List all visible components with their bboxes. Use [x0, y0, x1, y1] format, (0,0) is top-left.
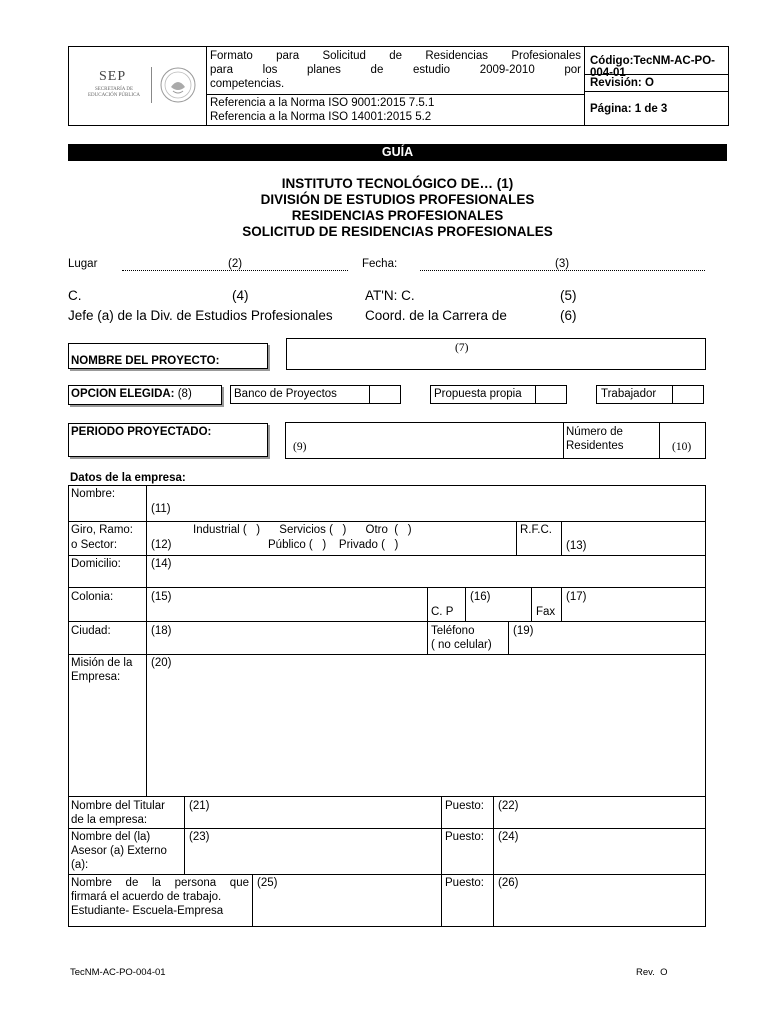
nombre-label: Nombre:: [71, 488, 116, 500]
division-title: DIVISIÓN DE ESTUDIOS PROFESIONALES: [260, 192, 535, 207]
asesor-puesto-label: Puesto:: [445, 831, 484, 843]
giro-options-line2[interactable]: Público ( ) Privado ( ): [268, 539, 399, 551]
addressee-c: C.: [68, 288, 82, 303]
mision-label-2: Empresa:: [71, 671, 121, 683]
option-banco-checkbox[interactable]: [369, 385, 401, 404]
row-line: [68, 654, 706, 655]
opcion-label: OPCION ELEGIDA:: [71, 388, 175, 400]
footer-code: TecNM-AC-PO-004-01: [70, 967, 166, 978]
header-table: [68, 46, 729, 126]
row-line: [68, 555, 706, 556]
jefe-label: Jefe (a) de la Div. de Estudios Profesionales: [68, 308, 333, 323]
colonia-value[interactable]: (15): [151, 591, 172, 603]
telefono-label-1: Teléfono: [431, 625, 475, 637]
col-line: [427, 621, 428, 654]
format-title-line-2: para los planes de estudio 2009-2010 por: [210, 64, 581, 76]
giro-options-line1[interactable]: Industrial ( ) Servicios ( ) Otro ( ): [193, 524, 412, 536]
format-title-cell: [207, 47, 585, 95]
option-propia-label: Propuesta propia: [430, 385, 536, 404]
solicitud-title: SOLICITUD DE RESIDENCIAS PROFESIONALES: [242, 224, 553, 239]
option-propia-checkbox[interactable]: [535, 385, 567, 404]
row-line: [68, 828, 706, 829]
periodo-value: (9): [293, 441, 307, 453]
col-line: [493, 796, 494, 927]
col-line: [184, 796, 185, 874]
periodo-label-box: PERIODO PROYECTADO:: [68, 423, 268, 457]
col-line: [561, 521, 562, 555]
col-line: [146, 485, 147, 796]
residentes-label-line2: Residentes: [566, 440, 624, 452]
titular-value[interactable]: (21): [189, 800, 210, 812]
asesor-puesto-value[interactable]: (24): [498, 831, 519, 843]
norm-reference-14001: Referencia a la Norma ISO 14001:2015 5.2: [210, 111, 432, 123]
option-trabajador-label: Trabajador: [596, 385, 673, 404]
giro-label-1: Giro, Ramo:: [71, 524, 133, 536]
lugar-field-value: (2): [228, 258, 243, 270]
codigo-cell: Código:TecNM-AC-PO-004-01: [585, 47, 728, 75]
empresa-title: Datos de la empresa:: [70, 472, 186, 484]
fax-label: Fax: [536, 606, 556, 618]
sep-logo: SEP: [99, 69, 127, 84]
firma-value[interactable]: (25): [257, 877, 278, 889]
institute-title: INSTITUTO TECNOLÓGICO DE… (1): [281, 176, 514, 191]
mexican-seal-icon: [159, 65, 197, 105]
logo-divider: [151, 67, 152, 103]
option-banco-label: Banco de Proyectos: [230, 385, 370, 404]
addressee-5: (5): [560, 288, 577, 303]
titular-puesto-value[interactable]: (22): [498, 800, 519, 812]
row-line: [68, 796, 706, 797]
sep-logo-line1: SECRETARÍA DE: [94, 87, 134, 92]
format-title-line-1: Formato para Solicitud de Residencias Profesionales: [210, 50, 581, 62]
opcion-label-box: [68, 385, 222, 405]
titular-label-1: Nombre del Titular: [71, 800, 165, 812]
lugar-label: Lugar: [68, 258, 98, 270]
asesor-label-3: (a):: [71, 859, 89, 871]
domicilio-label: Domicilio:: [71, 558, 121, 570]
row-line: [68, 521, 706, 522]
row-line: [68, 587, 706, 588]
cp-label: C. P: [431, 606, 454, 618]
sep-logo-line2: EDUCACIÓN PÚBLICA: [87, 93, 141, 98]
rfc-label: R.F.C.: [520, 524, 552, 536]
domicilio-value[interactable]: (14): [151, 558, 172, 570]
guia-banner: GUÍA: [68, 144, 727, 161]
logo-cell: [69, 47, 207, 125]
giro-label-2: o Sector:: [71, 539, 118, 551]
firma-puesto-label: Puesto:: [445, 877, 484, 889]
opcion-number: (8): [177, 388, 192, 400]
format-title-line-3: competencias.: [210, 78, 285, 90]
col-line: [252, 874, 253, 927]
row-line: [68, 621, 706, 622]
residentes-label-line1: Número de: [566, 426, 623, 438]
atn-label: AT'N: C.: [365, 288, 415, 303]
document-titles: [68, 176, 727, 240]
firma-label-2: firmará el acuerdo de trabajo.: [71, 891, 222, 903]
fecha-label: Fecha:: [362, 258, 398, 270]
row-line: [68, 874, 706, 875]
residentes-value: (10): [672, 441, 692, 453]
proyecto-label-box: NOMBRE DEL PROYECTO:: [68, 343, 268, 369]
residencias-title: RESIDENCIAS PROFESIONALES: [291, 208, 504, 223]
firma-label-1: Nombre de la persona que: [71, 877, 249, 889]
coord-label: Coord. de la Carrera de: [365, 308, 507, 323]
revision-cell: Revisión: O: [585, 75, 728, 92]
titular-label-2: de la empresa:: [71, 814, 148, 826]
titular-puesto-label: Puesto:: [445, 800, 484, 812]
telefono-value[interactable]: (19): [513, 625, 534, 637]
mision-value[interactable]: (20): [151, 657, 172, 669]
col-line: [516, 521, 517, 555]
firma-label-3: Estudiante- Escuela-Empresa: [71, 905, 224, 917]
nombre-value[interactable]: (11): [151, 503, 171, 515]
norm-reference-9001: Referencia a la Norma ISO 9001:2015 7.5.1: [210, 97, 435, 109]
residentes-label-box: [563, 422, 660, 459]
norm-references-cell: [207, 95, 585, 125]
ciudad-label: Ciudad:: [71, 625, 111, 637]
ciudad-value[interactable]: (18): [151, 625, 172, 637]
col-line: [531, 587, 532, 621]
rfc-value[interactable]: (13): [566, 540, 587, 552]
col-line: [427, 587, 428, 621]
firma-puesto-value[interactable]: (26): [498, 877, 519, 889]
col-line: [561, 587, 562, 621]
pagina-cell: Página: 1 de 3: [590, 103, 668, 115]
asesor-label-1: Nombre del (la): [71, 831, 151, 843]
proyecto-input[interactable]: [286, 338, 706, 370]
asesor-label-2: Asesor (a) Externo: [71, 845, 167, 857]
addressee-6: (6): [560, 308, 577, 323]
giro-value: (12): [151, 539, 172, 551]
col-line: [441, 796, 442, 927]
colonia-label: Colonia:: [71, 591, 114, 603]
cp-value[interactable]: (16): [470, 591, 491, 603]
fecha-field-value: (3): [555, 258, 570, 270]
fax-value[interactable]: (17): [566, 591, 587, 603]
asesor-value[interactable]: (23): [189, 831, 210, 843]
footer-revision: Rev. O: [636, 967, 668, 978]
mision-label-1: Misión de la: [71, 657, 133, 669]
telefono-label-2: ( no celular): [431, 639, 492, 651]
proyecto-value: (7): [455, 342, 469, 354]
addressee-4: (4): [232, 288, 249, 303]
col-line: [508, 621, 509, 654]
periodo-input[interactable]: [285, 422, 564, 459]
col-line: [465, 587, 466, 621]
option-trabajador-checkbox[interactable]: [672, 385, 704, 404]
